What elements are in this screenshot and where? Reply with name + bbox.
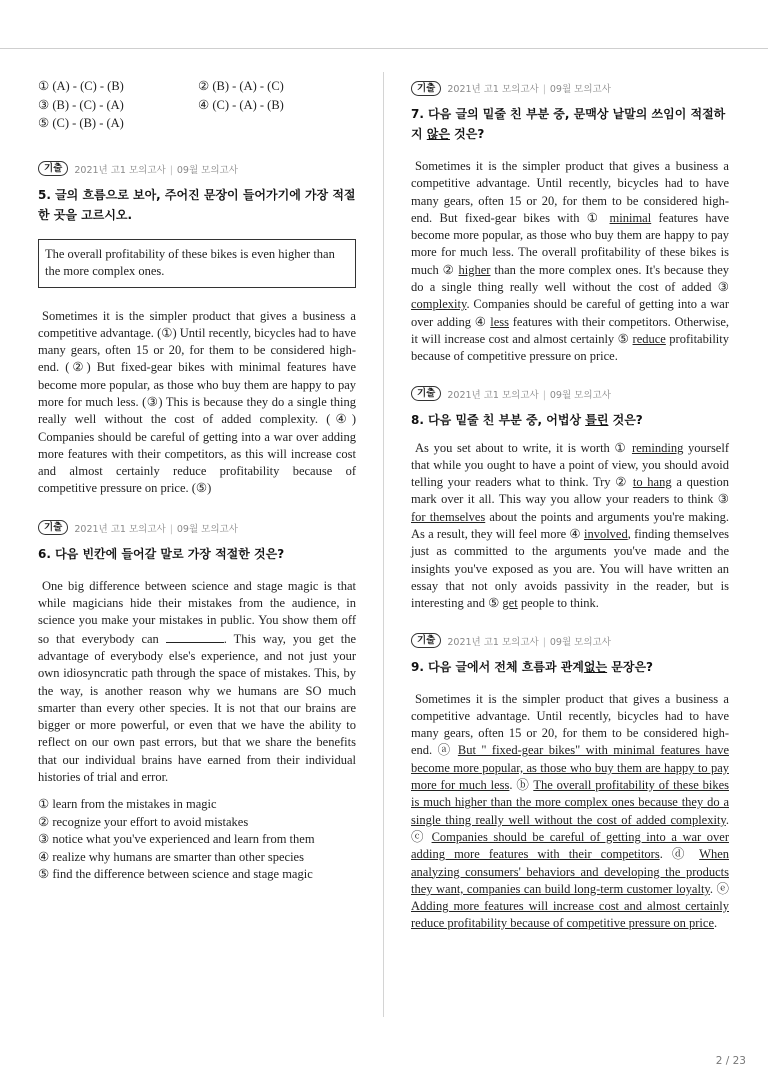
- option[interactable]: ② recognize your effort to avoid mistakes: [38, 814, 249, 829]
- question-5: [38, 159, 356, 498]
- exam-source: 2021년 고1 모의고사 | 09월 모의고사: [447, 84, 611, 95]
- given-sentence-box: The overall profitability of these bikes is even higher than the more complex ones.: [38, 239, 356, 288]
- option: ④ (C) - (A) - (B): [198, 97, 284, 112]
- question-title: 7. 다음 글의 밑줄 친 부분 중, 문맥상 낱말의 쓰임이 적절하지 않은 것은?: [411, 107, 726, 141]
- question-8: [411, 384, 729, 613]
- question-9: [411, 631, 729, 933]
- option: ③ (B) - (C) - (A): [38, 97, 124, 112]
- option[interactable]: ④ realize why humans are smarter than other species: [38, 849, 304, 864]
- page-number: 2 / 23: [715, 1055, 746, 1067]
- right-column: [411, 78, 729, 933]
- past-exam-badge: 기출: [411, 633, 441, 648]
- option[interactable]: ⑤ find the difference between science and stage magic: [38, 867, 313, 882]
- option[interactable]: ③ notice what you've experienced and learn from them: [38, 832, 315, 847]
- question-meta: [38, 159, 356, 179]
- option: ② (B) - (A) - (C): [198, 79, 284, 93]
- header-rule: [0, 48, 768, 49]
- question-meta: [38, 518, 356, 538]
- passage: As you set about to write, it is worth ① reminding yourself that while you ought to have a point of view, you should avoid telling your readers what to think. Try ② to hang a question mark over it all. This way you allow your readers to think ③ for themselves about the points and arguments you're making. As a result, they will feel more ④ involved, finding themselves just as committed to the arguments you've made and the insights you've exposed as you are. You will have written an essay that not only avoids passivity in the reader, but is interesting and ⑤ get people to think.: [411, 440, 729, 611]
- question-meta: [411, 631, 729, 651]
- options-list: [38, 796, 356, 884]
- option: ① (A) - (C) - (B): [38, 79, 124, 93]
- question-title: 6. 다음 빈칸에 들어갈 말로 가장 적절한 것은?: [38, 546, 285, 561]
- question-meta: [411, 384, 729, 404]
- exam-source: 2021년 고1 모의고사 | 09월 모의고사: [74, 164, 238, 176]
- question-title: 5. 글의 흐름으로 보아, 주어진 문장이 들어가기에 가장 적절한 곳을 고르시오.: [38, 187, 356, 222]
- past-exam-badge: 기출: [38, 520, 68, 535]
- exam-source: 2021년 고1 모의고사 | 09월 모의고사: [74, 523, 238, 535]
- left-column: [38, 78, 356, 884]
- column-divider: [383, 72, 384, 1017]
- question-6: [38, 518, 356, 884]
- blank: [166, 630, 224, 643]
- option[interactable]: ① learn from the mistakes in magic: [38, 797, 217, 812]
- passage: One big difference between science and stage magic is that while magicians hide their mistakes from the audience, in science you make your mistakes in public. You show them off so that everybody can . This way, you get the advantage of everybody else's experience, and not just your own idiosyncratic path through the space of mistakes. This, by the way, is another reason why we humans are SO much smarter than every other species. It is not that our brains are bigger or more powerful, or even that we have the ability to reflect on our own past errors, but that we share the benefits that our individual brains have earned from their individual histories of trial and error.: [38, 578, 357, 785]
- passage: Sometimes it is the simpler product that gives a business a competitive advantage. Until recently, bicycles had to have many gears, often 15 or 20, for them to be considered high-end. ⓐ But " fixed-gear bikes" with minimal features have become more popular, as those who buy them are happy to pay more for much less. ⓑ The overall profitability of these bikes is much higher than the more complex ones because they do a single thing really well without the cost of added complexity. ⓒ Companies should be careful of getting into a war over adding more features with their competitors. ⓓ When analyzing consumers' behaviors and developing the products they want, companies can build long-term customer loyalty. ⓔ Adding more features will increase cost and almost certainly reduce profitability because of competitive pressure on price.: [411, 691, 730, 931]
- question-7: [411, 78, 729, 366]
- option: ⑤ (C) - (B) - (A): [38, 116, 124, 130]
- passage: Sometimes it is the simpler product that gives a business a competitive advantage. (①) Until recently, bicycles had to have many gears, often 15 or 20, for them to be considered high-end. (②) But fixed-gear bikes with minimal features have become more popular, as those who buy them are happy to pay more for much less. (③) This is because they do a single thing really well without the cost of added complexity. (④) Companies should be careful of getting into a war over adding more features with their competitors, as this will increase cost and almost certainly reduce profitability because of competitive pressure on price. (⑤): [38, 308, 356, 496]
- past-exam-badge: 기출: [38, 161, 68, 176]
- question-title: 9. 다음 글에서 전체 흐름과 관계없는 문장은?: [411, 659, 654, 674]
- question-meta: [411, 78, 729, 98]
- question-title: 8. 다음 밑줄 친 부분 중, 어법상 틀린 것은?: [411, 412, 643, 427]
- past-exam-badge: 기출: [411, 386, 441, 401]
- passage: Sometimes it is the simpler product that gives a business a competitive advantage. Until recently, bicycles had to have many gears, often 15 or 20, for them to be considered high-end. But fixed-gear bikes with ① minimal features have become more popular, as those who buy them are happy to pay more for much less. The overall profitability of these bikes is much ② higher than the more complex ones. It's because they do a single thing really well without the cost of added ③ complexity. Companies should be careful of getting into a war over adding ④ less features with their competitors. Otherwise, it will increase cost and almost certainly ⑤ reduce profitability because of competitive pressure on price.: [411, 159, 730, 364]
- previous-question-options: [38, 78, 356, 133]
- exam-source: 2021년 고1 모의고사 | 09월 모의고사: [447, 636, 611, 648]
- exam-source: 2021년 고1 모의고사 | 09월 모의고사: [447, 389, 611, 401]
- past-exam-badge: 기출: [411, 81, 441, 96]
